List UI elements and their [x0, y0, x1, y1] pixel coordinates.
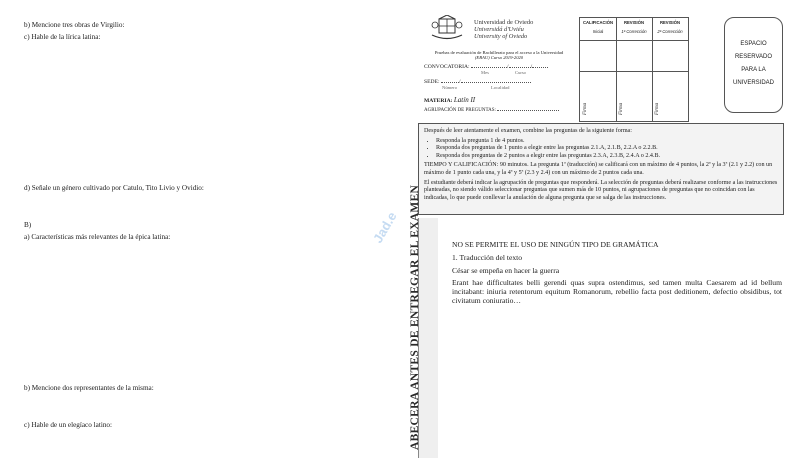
question-genero: d) Señale un género cultivado por Catulo, Tito Livio y Ovidio: [24, 184, 204, 192]
question-representantes: b) Mencione dos representantes de la misma: [24, 384, 154, 392]
question-epica: a) Características más relevantes de la épica latina: [24, 233, 171, 241]
watermark: Jad.e [370, 209, 400, 246]
no-grammar-notice: NO SE PERMITE EL USO DE NINGÚN TIPO DE GRAMÁTICA [452, 240, 659, 249]
reserved-line2: RESERVADO [734, 54, 773, 60]
text-subtitle: César se empeña en hacer la guerra [452, 266, 560, 275]
localidad-label: Localidad [491, 85, 510, 90]
grade-col3-sub: 2ª Corrección [657, 29, 683, 34]
instruction-item: • Responda dos preguntas de 1 punto a elegir entre las preguntas 2.1.A, 2.1.B, 2.2.A o 2.2.B. [436, 145, 778, 153]
convocatoria-field[interactable]: CONVOCATORIA: / / [424, 64, 548, 70]
grade-table [579, 17, 689, 122]
materia-label: MATERIA: [424, 98, 453, 104]
materia-value: Latín II [453, 96, 476, 104]
convocatoria-label: CONVOCATORIA: [424, 64, 470, 70]
grade-col1-sub: Inicial [592, 29, 604, 34]
grade-col3-title: REVISIÓN [659, 20, 680, 25]
item-1-heading: 1. Traducción del texto [452, 253, 523, 262]
question-lirica: c) Hable de la lírica latina: [24, 33, 101, 41]
instruction-item: • Responda dos preguntas de 2 puntos a elegir entre las preguntas 2.3.A, 2.3.B, 2.4.A o 2.4.B. [436, 153, 778, 161]
sede-field[interactable]: SEDE: / [424, 79, 531, 85]
exam-title-line1: Pruebas de evaluación de Bachillerato para el acceso a la Universidad [434, 50, 564, 55]
vertical-band [409, 184, 438, 458]
exam-title-line2: (EBAU) Curso 2019-2020 [474, 55, 524, 61]
vertical-warning-text: ABECERA ANTES DE ENTREGAR EL EXAMEN [409, 184, 421, 450]
grade-col2-sub: 1ª Corrección [621, 29, 647, 34]
instructions-intro: Después de leer atentamente el examen, combine las preguntas de la siguiente forma: [424, 128, 632, 134]
grade-col2-title: REVISIÓN [623, 20, 644, 25]
firma-label-2: Firma [619, 103, 624, 115]
instructions-list [424, 138, 778, 161]
grade-col1-title: CALIFICACIÓN [582, 20, 613, 25]
curso-label: Curso [515, 70, 526, 75]
question-virgilio: b) Mencione tres obras de Virgilio: [24, 21, 125, 29]
instructions-note: El estudiante deberá indicar la agrupación de preguntas que responderá. La selección de preguntas deberá realizarse conforme a las instrucciones planteadas, no siendo válido seleccionar preguntas que sumen más de 10 puntos, ni agrupaciones de preguntas que no coincidan con las indicadas, lo que puede conllevar la anulación de alguna pregunta que se salga de las instrucciones. [424, 179, 778, 201]
reserved-line4: UNIVERSIDAD [732, 80, 774, 86]
sede-label: SEDE: [424, 79, 440, 85]
section-b-label: B) [24, 221, 32, 229]
university-name-es: Universidad de Oviedo [474, 19, 534, 26]
numero-label: Número [442, 85, 458, 90]
firma-label-3: Firma [655, 103, 660, 115]
instructions-time: TIEMPO Y CALIFICACIÓN: 90 minutos. La pregunta 1ª (traducción) se calificará con un máximo de 4 puntos, la 2ª y la 3ª (2.1 y 2.2) con un máximo de 1 punto cada una, y la 4ª y 5ª (2.3 y 2.4) con un máximo de 2 puntos cada una. [424, 162, 773, 176]
university-crest-icon [430, 15, 464, 41]
university-name-ast: Universidá d'Uviéu [474, 26, 524, 33]
reserved-space-box [724, 17, 783, 113]
agrupacion-label: AGRUPACIÓN DE PREGUNTAS: [424, 108, 496, 113]
reserved-line1: ESPACIO [740, 41, 767, 47]
firma-label-1: Firma [583, 103, 588, 115]
instruction-item: • Responda la pregunta 1 de 4 puntos. [436, 138, 778, 146]
instructions-box [418, 123, 784, 215]
materia-row [424, 96, 475, 104]
agrupacion-field[interactable] [424, 108, 559, 113]
latin-text: Erant hae difficultates belli gerendi quas supra ostendimus, sed tamen multa Caesarem ad id bellum incitabant: iniuria retentorum equitum Romanorum, rebellio facta post deditionem, defectio obsidibus, tot civitatum coniuratio… [452, 278, 782, 305]
university-name-en: University of Oviedo [474, 33, 528, 40]
reserved-line3: PARA LA [741, 67, 766, 73]
question-elegiaco: c) Hable de un elegíaco latino: [24, 421, 113, 429]
mes-label: Mes [481, 70, 489, 75]
